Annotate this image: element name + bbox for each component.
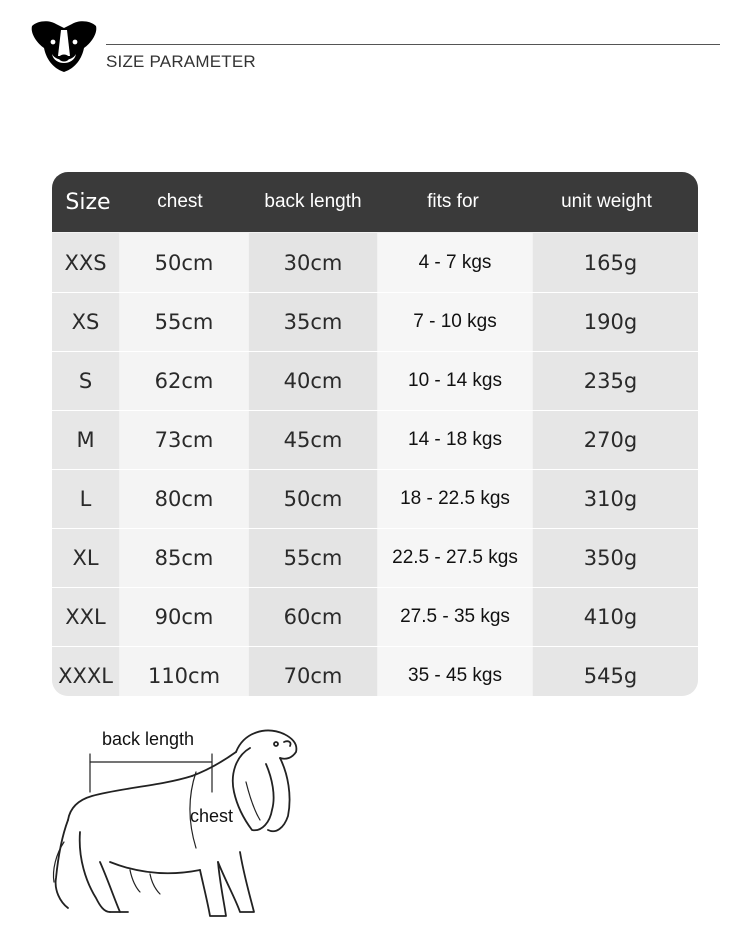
cell-fits-for: 35 - 45 kgs: [408, 664, 502, 686]
column-header-back-length: back length: [264, 191, 362, 212]
column-header-fits-for: fits for: [427, 191, 479, 212]
cell-fits-for: 7 - 10 kgs: [413, 310, 497, 332]
cell-fits-for: 22.5 - 27.5 kgs: [392, 546, 518, 568]
cell-size: S: [78, 368, 93, 393]
cell-unit-weight: 165g: [583, 250, 638, 275]
cell-unit-weight: 545g: [583, 663, 638, 688]
cell-chest: 73cm: [154, 427, 214, 452]
cell-chest: 110cm: [147, 663, 221, 688]
table-header: [52, 172, 698, 232]
cell-unit-weight: 235g: [583, 368, 638, 393]
cell-chest: 55cm: [154, 309, 214, 334]
chest-label: chest: [190, 806, 234, 826]
cell-unit-weight: 350g: [583, 545, 638, 570]
table-row: [52, 646, 698, 696]
cell-fits-for: 4 - 7 kgs: [418, 251, 492, 273]
column-header-chest: chest: [157, 191, 203, 212]
back-length-label: back length: [102, 729, 195, 749]
cell-size: L: [79, 486, 92, 511]
cell-chest: 85cm: [154, 545, 214, 570]
cell-size: M: [76, 427, 95, 452]
cell-back-length: 70cm: [283, 663, 343, 688]
cell-size: XXS: [64, 250, 107, 275]
cell-chest: 80cm: [154, 486, 214, 511]
cell-fits-for: 27.5 - 35 kgs: [400, 605, 510, 627]
cell-back-length: 55cm: [283, 545, 343, 570]
cell-unit-weight: 190g: [583, 309, 638, 334]
table-row: [52, 469, 698, 528]
cell-back-length: 35cm: [283, 309, 343, 334]
cell-unit-weight: 310g: [583, 486, 638, 511]
cell-size: XS: [71, 309, 100, 334]
dog-measurement-diagram: [40, 712, 310, 922]
table-row: [52, 410, 698, 469]
table-row: [52, 587, 698, 646]
cell-back-length: 45cm: [283, 427, 343, 452]
cell-back-length: 50cm: [283, 486, 343, 511]
cell-size: XL: [72, 545, 99, 570]
page-title: SIZE PARAMETER: [106, 52, 256, 71]
cell-chest: 62cm: [154, 368, 214, 393]
size-table: [52, 172, 698, 696]
cell-back-length: 60cm: [283, 604, 343, 629]
table-row: [52, 528, 698, 587]
cell-chest: 50cm: [154, 250, 214, 275]
table-row: [52, 292, 698, 351]
dog-face-icon: [28, 18, 100, 74]
column-header-unit-weight: unit weight: [561, 191, 652, 212]
table-row: [52, 233, 698, 292]
cell-size: XXL: [65, 604, 106, 629]
table-row: [52, 351, 698, 410]
cell-back-length: 40cm: [283, 368, 343, 393]
cell-fits-for: 18 - 22.5 kgs: [400, 487, 510, 509]
cell-unit-weight: 410g: [583, 604, 638, 629]
column-header-size: Size: [65, 189, 111, 215]
cell-unit-weight: 270g: [583, 427, 638, 452]
cell-fits-for: 10 - 14 kgs: [408, 369, 502, 391]
header-divider: [106, 44, 720, 45]
table-body: [52, 233, 698, 696]
cell-fits-for: 14 - 18 kgs: [408, 428, 502, 450]
cell-size: XXXL: [58, 663, 113, 688]
cell-chest: 90cm: [154, 604, 214, 629]
cell-back-length: 30cm: [283, 250, 343, 275]
